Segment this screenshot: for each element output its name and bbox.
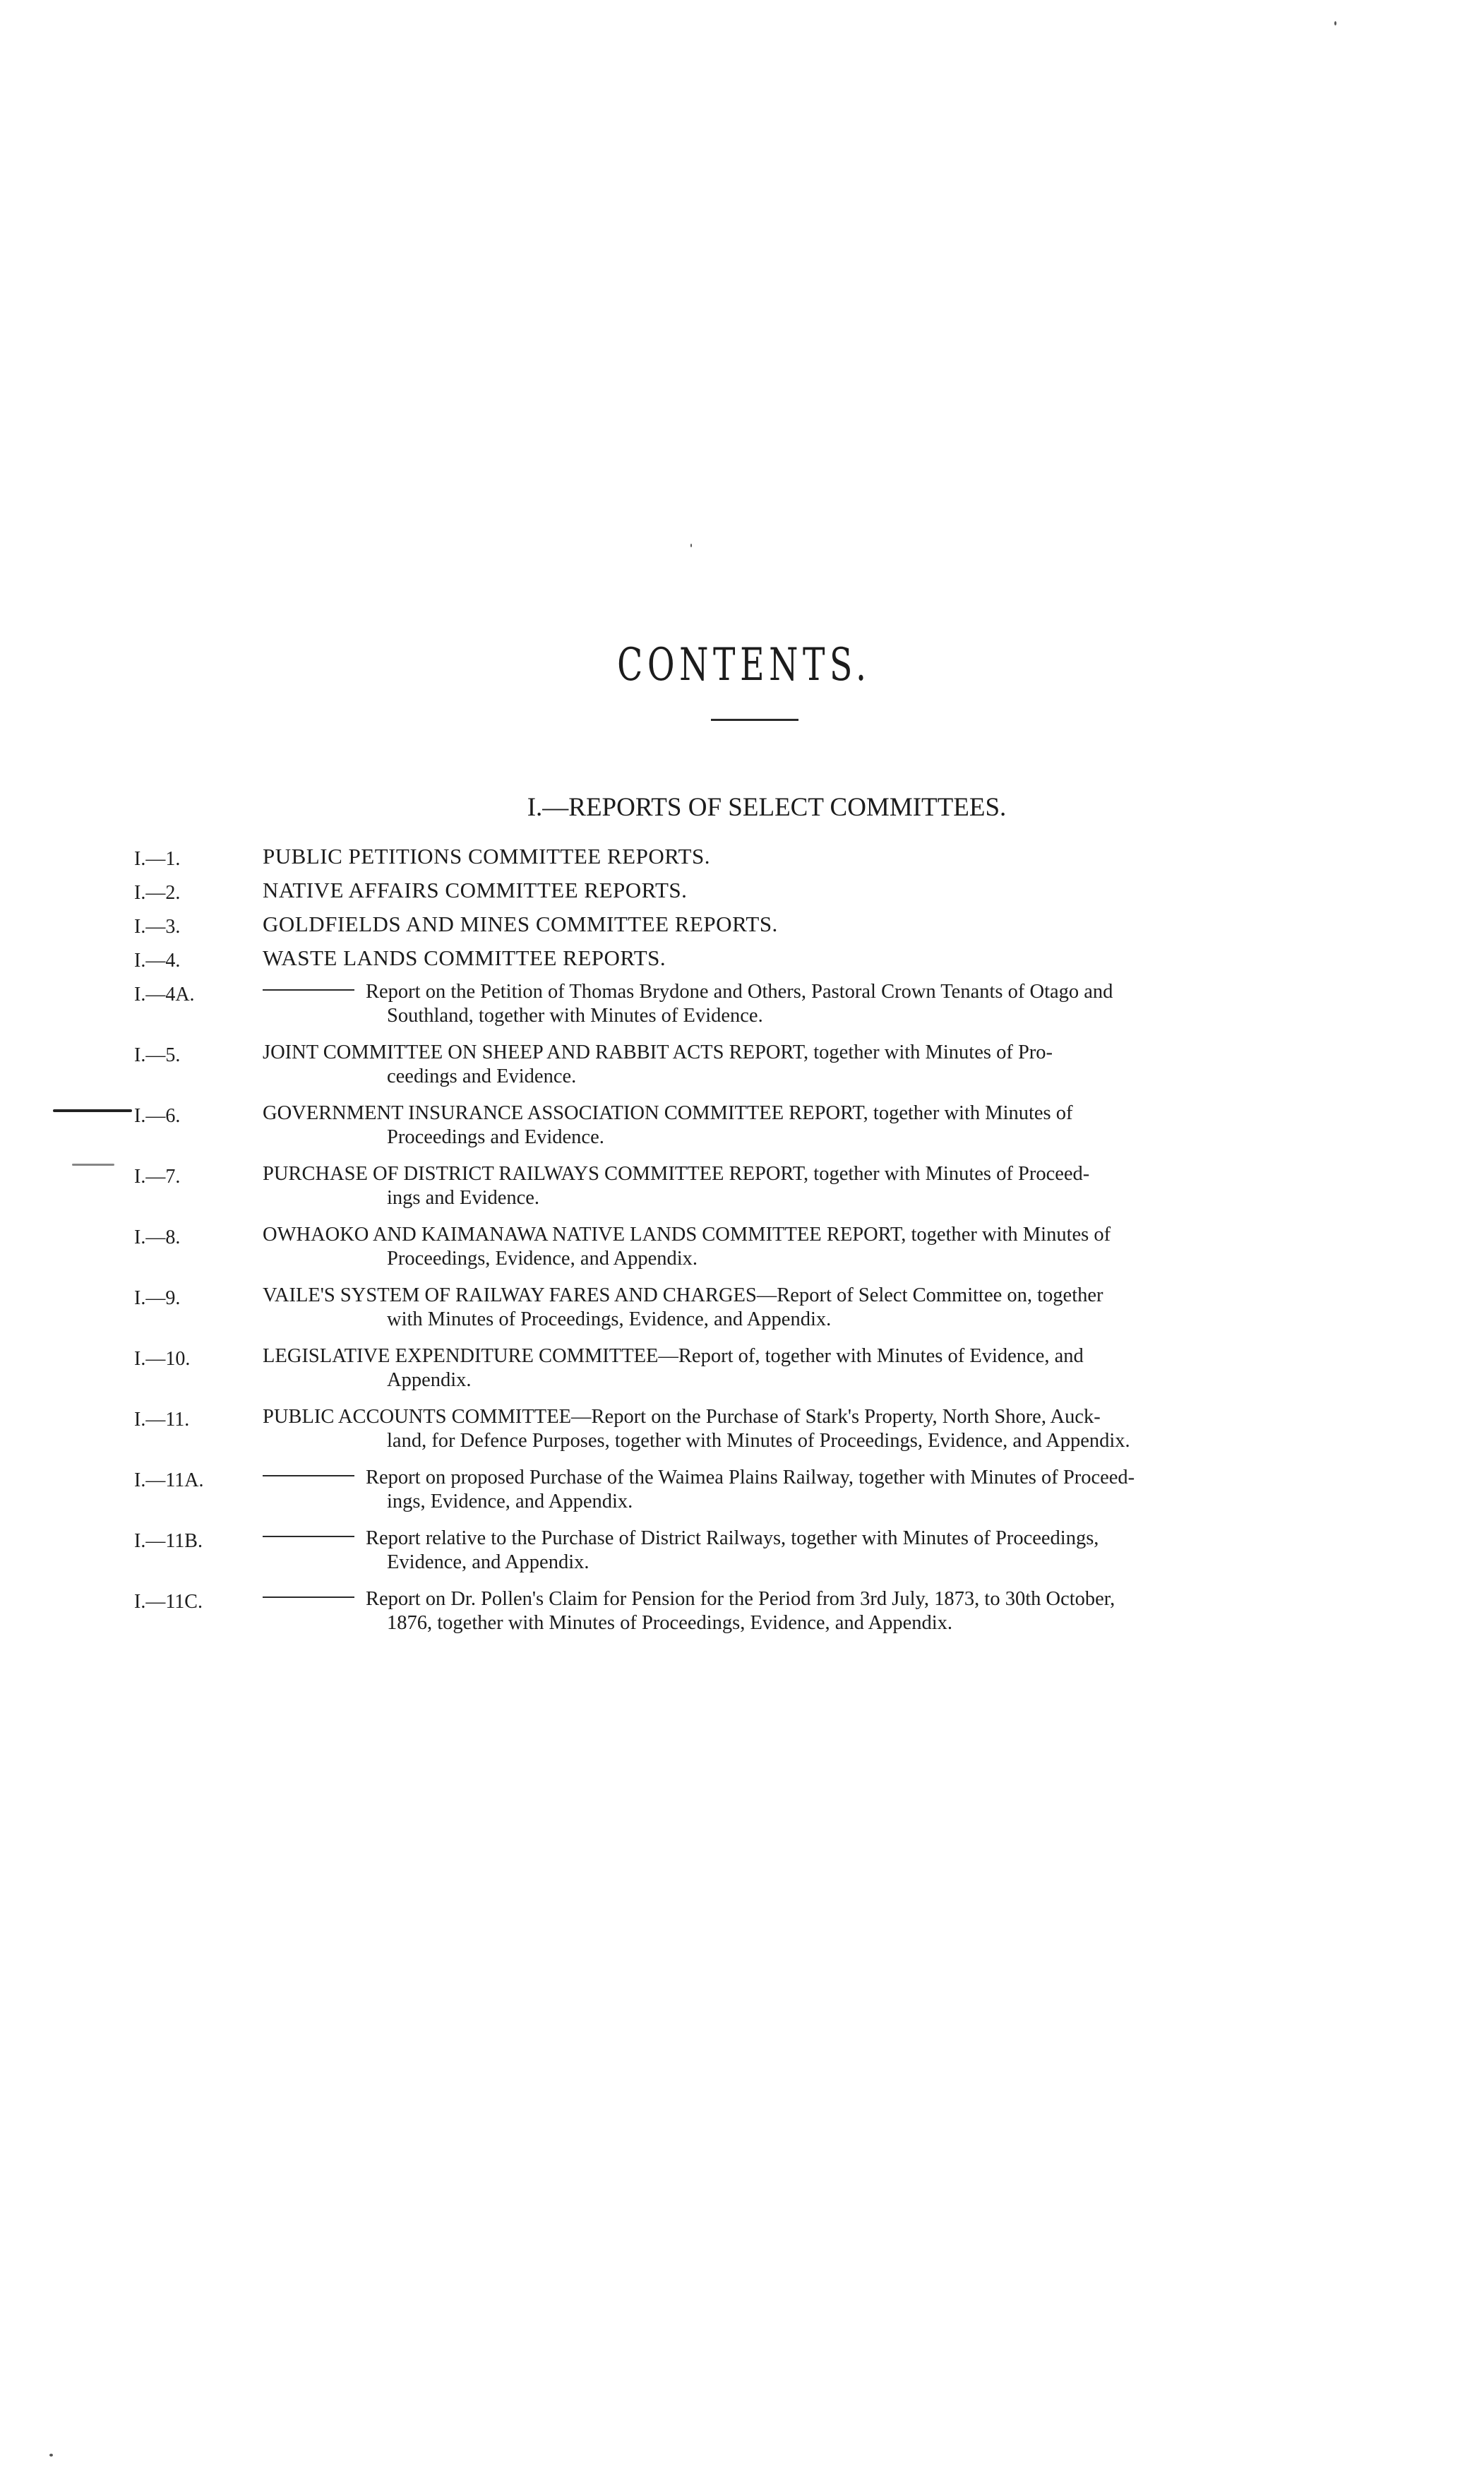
entry-code: I.—7.: [134, 1166, 181, 1188]
entry-body: [263, 1102, 1370, 1150]
entry-line-continued: Proceedings, Evidence, and Appendix.: [387, 1248, 698, 1270]
entry-line-continued: land, for Defence Purposes, together with Minutes of Proceedings, Evidence, and Appendix.: [387, 1430, 1130, 1452]
contents-entry: [134, 1587, 1370, 1635]
entry-body: [263, 1527, 1370, 1575]
entry-code: I.—2.: [134, 882, 181, 904]
entry-code: I.—6.: [134, 1105, 181, 1127]
entry-title: GOLDFIELDS AND MINES COMMITTEE REPORTS.: [263, 912, 778, 936]
contents-entry: [134, 1041, 1370, 1089]
entry-line: VAILE'S SYSTEM OF RAILWAY FARES AND CHARGES—Report of Select Committee on, together: [263, 1284, 1103, 1306]
entry-line: GOVERNMENT INSURANCE ASSOCIATION COMMITTEE REPORT, together with Minutes of: [263, 1102, 1073, 1124]
entry-body: [263, 1587, 1370, 1635]
entry-line-continued: 1876, together with Minutes of Proceedings, Evidence, and Appendix.: [387, 1612, 953, 1634]
entry-code: I.—11A.: [134, 1469, 204, 1491]
entry-body: [263, 1344, 1370, 1392]
contents-entry: [134, 1223, 1370, 1271]
contents-entry: [134, 1527, 1370, 1575]
scan-speck: [1334, 21, 1336, 25]
entry-code: I.—4A.: [134, 984, 195, 1005]
contents-entry: [134, 1162, 1370, 1210]
entry-line: Report on Dr. Pollen's Claim for Pension for the Period from 3rd July, 1873, to 30th October,: [366, 1588, 1115, 1610]
entry-code: I.—11.: [134, 1409, 190, 1431]
entry-body: [263, 1405, 1370, 1453]
contents-entry: [134, 1405, 1370, 1453]
entry-line-continued: Evidence, and Appendix.: [387, 1551, 590, 1573]
entry-line: LEGISLATIVE EXPENDITURE COMMITTEE—Report of, together with Minutes of Evidence, and: [263, 1345, 1084, 1367]
contents-entry: [134, 912, 1370, 939]
ditto-rule: [263, 989, 354, 991]
entry-code: I.—9.: [134, 1287, 181, 1309]
contents-list: [134, 844, 1370, 1648]
entry-code: I.—10.: [134, 1348, 191, 1370]
contents-entry: [134, 878, 1370, 905]
ditto-rule: [263, 1475, 354, 1476]
entry-body: [263, 1466, 1370, 1514]
contents-entry: [134, 844, 1370, 871]
scan-speck: [49, 2454, 53, 2457]
entry-line: Report relative to the Purchase of District Railways, together with Minutes of Proceedings,: [366, 1527, 1099, 1549]
entry-code: I.—8.: [134, 1226, 181, 1248]
entry-line: JOINT COMMITTEE ON SHEEP AND RABBIT ACTS REPORT, together with Minutes of Pro-: [263, 1041, 1053, 1063]
entry-line-continued: with Minutes of Proceedings, Evidence, and Appendix.: [387, 1308, 832, 1330]
section-heading: I.—REPORTS OF SELECT COMMITTEES.: [527, 793, 1007, 822]
entry-body: [263, 1162, 1370, 1210]
entry-line-continued: Southland, together with Minutes of Evidence.: [387, 1005, 763, 1027]
entry-code: I.—11B.: [134, 1530, 203, 1552]
entry-line-continued: Proceedings and Evidence.: [387, 1126, 604, 1148]
entry-line-continued: ings and Evidence.: [387, 1187, 540, 1209]
contents-entry: [134, 1466, 1370, 1514]
entry-code: I.—3.: [134, 916, 181, 938]
entry-body: [263, 1284, 1370, 1332]
entry-line-continued: Appendix.: [387, 1369, 472, 1391]
entry-title: NATIVE AFFAIRS COMMITTEE REPORTS.: [263, 878, 688, 902]
title-rule: [711, 719, 798, 721]
entry-title: WASTE LANDS COMMITTEE REPORTS.: [263, 945, 666, 970]
ditto-rule: [263, 1536, 354, 1537]
entry-title: PUBLIC PETITIONS COMMITTEE REPORTS.: [263, 844, 710, 869]
entry-line: Report on the Petition of Thomas Brydone and Others, Pastoral Crown Tenants of Otago and: [366, 981, 1113, 1003]
contents-entry: [134, 946, 1370, 973]
entry-body: [263, 1041, 1370, 1089]
entry-code: I.—1.: [134, 848, 181, 870]
entry-line-continued: ceedings and Evidence.: [387, 1066, 577, 1087]
scan-speck: [690, 544, 692, 547]
entry-body: [263, 1223, 1370, 1271]
page-title: CONTENTS.: [617, 639, 871, 691]
contents-entry: [134, 1344, 1370, 1392]
entry-line: PUBLIC ACCOUNTS COMMITTEE—Report on the Purchase of Stark's Property, North Shore, Auck-: [263, 1406, 1101, 1428]
entry-code: I.—4.: [134, 950, 181, 972]
contents-entry: [134, 980, 1370, 1028]
entry-code: I.—5.: [134, 1044, 181, 1066]
margin-pen-mark: [53, 1109, 132, 1112]
contents-entry: [134, 1102, 1370, 1150]
entry-line: PURCHASE OF DISTRICT RAILWAYS COMMITTEE REPORT, together with Minutes of Proceed-: [263, 1163, 1090, 1185]
entry-line: Report on proposed Purchase of the Waimea Plains Railway, together with Minutes of Proceed-: [366, 1467, 1135, 1488]
margin-pen-mark: [72, 1164, 114, 1166]
entry-code: I.—11C.: [134, 1591, 203, 1613]
entry-line: OWHAOKO AND KAIMANAWA NATIVE LANDS COMMITTEE REPORT, together with Minutes of: [263, 1224, 1111, 1246]
ditto-rule: [263, 1596, 354, 1598]
entry-body: [263, 980, 1370, 1028]
entry-line-continued: ings, Evidence, and Appendix.: [387, 1491, 633, 1512]
contents-entry: [134, 1284, 1370, 1332]
